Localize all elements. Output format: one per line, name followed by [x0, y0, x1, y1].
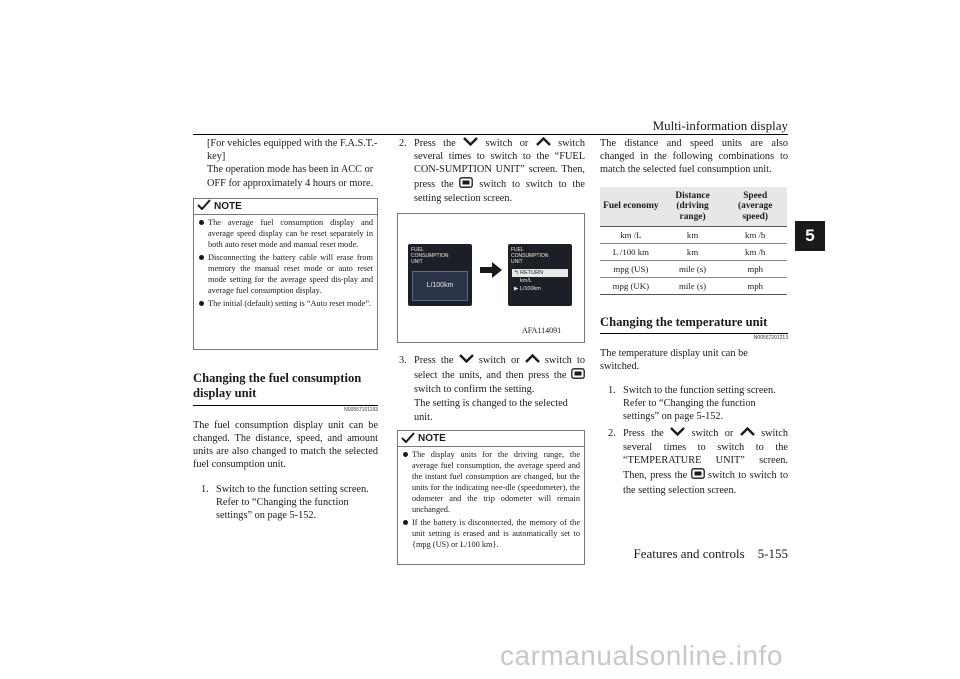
- step-result: The setting is changed to the selected unit.: [414, 397, 568, 423]
- table-header-cell: Speed (average speed): [723, 187, 787, 227]
- table-cell: L /100 km: [600, 244, 662, 261]
- screen-value-box: [412, 271, 468, 301]
- note-item: The initial (default) setting is “Auto reset mode”.: [198, 298, 373, 309]
- step-number: 2.: [399, 138, 407, 149]
- note-item: If the battery is disconnected, the memory of the unit setting is erased and is automatically set to {mpg (US) or L/100 km}.: [402, 517, 580, 550]
- screen-title: FUEL CONSUMPTION UNIT: [411, 247, 449, 266]
- intro-line: key]: [207, 151, 226, 163]
- section-heading: Changing the temperature unit: [600, 315, 768, 330]
- step-2: 2. Press the switch or switch several times to switch to the “TEMPERATURE UNIT” screen. Then, press the switch to switch to the setting selection screen.: [608, 428, 788, 496]
- note-box: [193, 198, 378, 350]
- table-row: [600, 278, 787, 295]
- bullet-icon: [403, 520, 408, 525]
- screen-menu-item-selected: ↰ RETURN: [512, 269, 568, 277]
- step-number: 2.: [608, 428, 616, 440]
- step-3: 3. Press the switch or switch to select the units, and then press the switch to confirm the setting. The setting is changed to the selected unit.: [399, 355, 585, 423]
- note-list: [398, 449, 584, 556]
- step-2: 2. Press the switch or switch several times to switch to the “FUEL CON-SUMPTION UNIT” screen. Then, press the switch to switch to the setting selection screen.: [399, 138, 585, 204]
- table-cell: km: [662, 227, 724, 244]
- table-row: [600, 261, 787, 278]
- figure-code: AFA114091: [522, 326, 562, 336]
- bullet-icon: [403, 452, 408, 457]
- check-pencil-icon: [401, 432, 415, 446]
- table-cell: km /h: [723, 227, 787, 244]
- note-item: The average fuel consumption display and average speed display can be reset separately in both auto reset mode and manual reset mode.: [198, 217, 373, 250]
- display-screen-after: [508, 244, 572, 306]
- step-1: [201, 483, 378, 523]
- chapter-tab: 5: [795, 221, 825, 251]
- column-1: [193, 137, 378, 522]
- screen-title: FUEL CONSUMPTION UNIT: [511, 247, 549, 266]
- bullet-icon: [199, 255, 204, 260]
- down-arrow-switch-icon: [670, 427, 685, 441]
- page-footer: Features and controls 5-155: [633, 546, 788, 561]
- note-item: The display units for the driving range, the average fuel consumption, the average speed and the instant fuel consumption are changed, but the units for the indicating nee-dle (speedometer), the odometer and the trip odometer will remain unchanged.: [402, 449, 580, 515]
- column-2: [397, 137, 585, 565]
- note-header: [194, 199, 377, 214]
- screen-menu-item: ▶ L/100km: [514, 286, 541, 293]
- step-number: 1.: [201, 483, 209, 495]
- table-cell: mile (s): [662, 261, 724, 278]
- intro-condition: [193, 137, 378, 190]
- table-cell: km: [662, 244, 724, 261]
- note-list: [194, 217, 377, 315]
- up-arrow-switch-icon: [536, 137, 551, 150]
- screen-figure: [397, 213, 585, 343]
- table-cell: mpg (UK): [600, 278, 662, 295]
- note-rule: [194, 214, 377, 215]
- table-header-cell: Distance (driving range): [662, 187, 724, 227]
- down-arrow-switch-icon: [459, 354, 474, 368]
- section-paragraph: The temperature display unit can be switched.: [600, 348, 748, 373]
- table-cell: mph: [723, 278, 787, 295]
- note-header: [398, 431, 584, 446]
- note-item: Disconnecting the battery cable will erase from memory the manual reset mode or auto reset mode setting for the average speed dis-play and average fuel consumption display.: [198, 252, 373, 296]
- right-arrow-icon: [480, 262, 502, 283]
- section-heading: Changing the fuel consumption display unit: [193, 370, 362, 400]
- table-cell: mile (s): [662, 278, 724, 295]
- screen-value: L/100km: [426, 282, 454, 290]
- note-box: [397, 430, 585, 565]
- header-rule: [193, 134, 788, 135]
- table-cell: mph: [723, 261, 787, 278]
- bullet-icon: [199, 301, 204, 306]
- section-paragraph: The fuel consumption display unit can be changed. The distance, speed, and amount units are also changed to match the selected fuel consumption unit.: [193, 419, 378, 471]
- table-cell: km /L: [600, 227, 662, 244]
- screen-menu: [512, 269, 568, 293]
- down-arrow-switch-icon: [463, 137, 478, 150]
- step-1: [608, 384, 788, 424]
- display-switch-icon: [571, 368, 585, 384]
- intro-line: The operation mode has been in ACC or: [207, 164, 374, 176]
- note-title: NOTE: [214, 200, 242, 212]
- display-switch-icon: [459, 177, 473, 192]
- table-row: [600, 227, 787, 244]
- table-header-row: [600, 187, 787, 227]
- intro-line: OFF for approximately 4 hours or more.: [207, 177, 374, 189]
- table-cell: mpg (US): [600, 261, 662, 278]
- watermark: carmanualsonline.info: [500, 640, 783, 671]
- heading-rule: [193, 405, 378, 406]
- up-arrow-switch-icon: [525, 354, 540, 368]
- units-intro: The distance and speed units are also changed in the following combinations to match the selected fuel consumption unit.: [600, 138, 788, 176]
- check-pencil-icon: [197, 199, 211, 213]
- section-code: N00557101193: [344, 406, 378, 413]
- units-table: [600, 187, 787, 296]
- note-rule: [398, 446, 584, 447]
- screen-menu-item: km/L: [520, 278, 532, 285]
- step-text: Switch to the function setting screen.: [623, 384, 776, 396]
- intro-line: [For vehicles equipped with the F.A.S.T.-: [207, 138, 378, 149]
- table-row: [600, 244, 787, 261]
- up-arrow-switch-icon: [740, 427, 755, 441]
- running-title: Multi-information display: [652, 118, 788, 133]
- step-text: Switch to the function setting screen.: [216, 483, 369, 495]
- section-code: N00557201213: [753, 335, 788, 342]
- step-reference: Refer to “Changing the function settings” on page 5-152.: [216, 496, 349, 522]
- step-number: 1.: [608, 384, 616, 396]
- note-title: NOTE: [418, 433, 446, 445]
- table-header-cell: Fuel economy: [600, 187, 662, 227]
- step-number: 3.: [399, 355, 407, 367]
- display-switch-icon: [691, 468, 705, 484]
- heading-rule: [600, 333, 788, 334]
- step-reference: Refer to “Changing the function settings” on page 5-152.: [623, 397, 756, 422]
- table-cell: km /h: [723, 244, 787, 261]
- display-screen-before: [408, 244, 472, 306]
- bullet-icon: [199, 220, 204, 225]
- column-3: [600, 137, 788, 497]
